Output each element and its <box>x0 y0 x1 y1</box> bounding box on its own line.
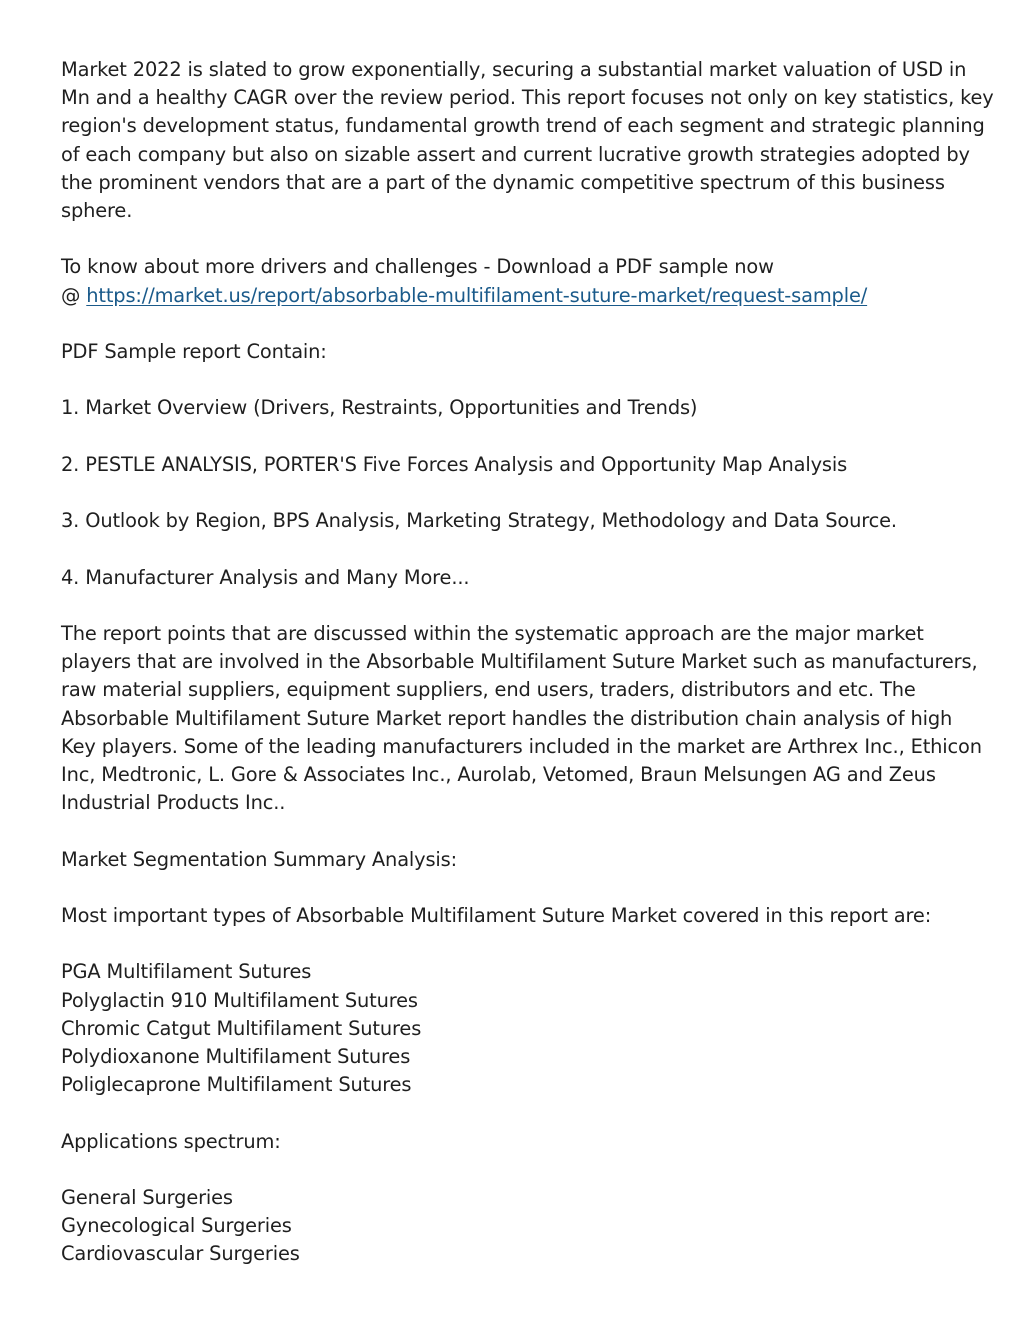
intro-paragraph <box>61 56 994 225</box>
segmentation-heading: Market Segmentation Summary Analysis: <box>61 847 458 871</box>
application-item: Gynecological Surgeries <box>61 1214 292 1238</box>
type-item: PGA Multifilament Sutures <box>61 960 312 984</box>
download-paragraph <box>61 253 964 309</box>
type-item: Chromic Catgut Multifilament Sutures <box>61 1016 422 1040</box>
download-text: To know about more drivers and challenges - Download a PDF sample now <box>61 255 774 279</box>
intro-line: Mn and a healthy CAGR over the review period. This report focuses not only on key statistics, key <box>61 86 994 110</box>
application-item: General Surgeries <box>61 1185 233 1209</box>
intro-line: region's development status, fundamental growth trend of each segment and strategic planning <box>61 114 985 138</box>
sample-heading: PDF Sample report Contain: <box>61 340 327 363</box>
application-item: Cardiovascular Surgeries <box>61 1242 300 1266</box>
sample-item: 4. Manufacturer Analysis and Many More... <box>61 565 470 589</box>
types-heading: Most important types of Absorbable Multifilament Suture Market covered in this report are: <box>61 903 932 927</box>
intro-line: Market 2022 is slated to grow exponentially, securing a substantial market valuation of USD in <box>61 58 967 81</box>
type-item: Poliglecaprone Multifilament Sutures <box>61 1073 412 1097</box>
intro-line: of each company but also on sizable assert and current lucrative growth strategies adopted by <box>61 142 970 166</box>
sample-request-link[interactable]: https://market.us/report/absorbable-multifilament-suture-market/request-sample/ <box>86 283 868 307</box>
type-item: Polyglactin 910 Multifilament Sutures <box>61 988 418 1012</box>
intro-line: the prominent vendors that are a part of the dynamic competitive spectrum of this business <box>61 170 945 194</box>
intro-line: sphere. <box>61 199 133 223</box>
players-line: Inc, Medtronic, L. Gore & Associates Inc., Aurolab, Vetomed, Braun Melsungen AG and Zeus <box>61 762 936 786</box>
applications-list <box>61 1184 964 1269</box>
type-item: Polydioxanone Multifilament Sutures <box>61 1044 411 1068</box>
players-line: raw material suppliers, equipment suppliers, end users, traders, distributors and etc. The <box>61 678 916 702</box>
sample-item: 2. PESTLE ANALYSIS, PORTER'S Five Forces Analysis and Opportunity Map Analysis <box>61 452 848 476</box>
types-list <box>61 958 964 1099</box>
players-line: Absorbable Multifilament Suture Market report handles the distribution chain analysis of high <box>61 706 953 730</box>
players-paragraph <box>61 620 982 817</box>
download-link-line <box>61 282 964 310</box>
players-line: The report points that are discussed within the systematic approach are the major market <box>61 621 924 645</box>
players-line: players that are involved in the Absorbable Multifilament Suture Market such as manufacturers, <box>61 650 978 674</box>
at-symbol: @ <box>61 283 87 307</box>
sample-item: 1. Market Overview (Drivers, Restraints, Opportunities and Trends) <box>61 396 698 420</box>
players-line: Industrial Products Inc.. <box>61 791 286 815</box>
players-line: Key players. Some of the leading manufacturers included in the market are Arthrex Inc., Ethicon <box>61 734 982 758</box>
sample-item: 3. Outlook by Region, BPS Analysis, Marketing Strategy, Methodology and Data Source. <box>61 509 897 533</box>
applications-heading: Applications spectrum: <box>61 1129 281 1153</box>
